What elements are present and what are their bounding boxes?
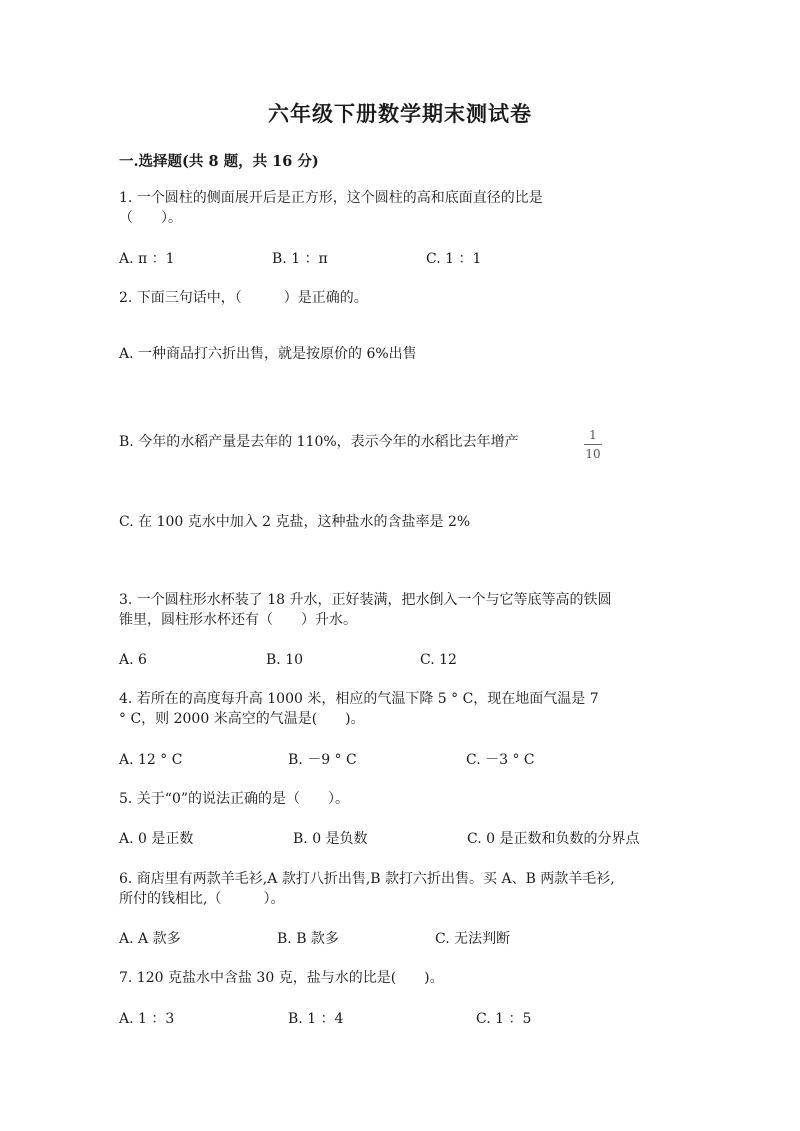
question-3-line-1: 3. 一个圆柱形水杯装了 18 升水，正好装满，把水倒入一个与它等底等高的铁圆 (119, 592, 612, 608)
question-4-option-c: C. －3 ° C (466, 752, 535, 768)
fraction-bar (584, 444, 602, 445)
question-6-line-2: 所付的钱相比,（ ）。 (119, 891, 285, 907)
question-6-option-c: C. 无法判断 (435, 931, 511, 947)
fraction-denominator: 10 (585, 447, 601, 461)
exam-title: 六年级下册数学期末测试卷 (268, 101, 532, 126)
question-7-option-b: B. 1 ：4 (288, 1011, 344, 1027)
question-6-option-a: A. A 款多 (119, 931, 181, 947)
question-1-option-a: A. π ：1 (119, 251, 175, 267)
question-5-option-a: A. 0 是正数 (119, 831, 194, 847)
question-3-option-c: C. 12 (420, 652, 457, 668)
question-3-line-2: 锥里，圆柱形水杯还有（ ）升水。 (119, 612, 357, 628)
question-4-line-1: 4. 若所在的高度每升高 1000 米，相应的气温下降 5 ° C，现在地面气温是 7 (119, 691, 599, 707)
question-5-option-b: B. 0 是负数 (293, 831, 368, 847)
question-7-line-1: 7. 120 克盐水中含盐 30 克，盐与水的比是( )。 (119, 970, 444, 986)
question-4-option-a: A. 12 ° C (119, 752, 183, 768)
question-6-line-1: 6. 商店里有两款羊毛衫,A 款打八折出售,B 款打六折出售。买 A、B 两款羊毛衫, (119, 871, 615, 887)
question-4-option-b: B. －9 ° C (288, 752, 357, 768)
question-1-option-b: B. 1 ：π (272, 251, 328, 267)
question-7-option-a: A. 1 ：3 (119, 1011, 175, 1027)
question-2-option-c: C. 在 100 克水中加入 2 克盐，这种盐水的含盐率是 2% (119, 514, 471, 530)
question-3-option-a: A. 6 (119, 652, 147, 668)
question-1-option-c: C. 1 ：1 (426, 251, 482, 267)
question-5-line-1: 5. 关于“0”的说法正确的是（ ）。 (119, 791, 350, 807)
question-2-option-a: A. 一种商品打六折出售，就是按原价的 6%出售 (119, 346, 417, 362)
question-2-line-1: 2. 下面三句话中，（ ）是正确的。 (119, 290, 368, 306)
question-1-line-2: （ ）。 (119, 210, 182, 226)
fraction-numerator: 1 (589, 428, 597, 442)
question-6-option-b: B. B 款多 (277, 931, 339, 947)
section-heading: 一.选择题(共 8 题，共 16 分) (119, 153, 319, 170)
question-7-option-c: C. 1 ：5 (476, 1011, 532, 1027)
question-1-line-1: 1. 一个圆柱的侧面展开后是正方形，这个圆柱的高和底面直径的比是 (119, 190, 543, 206)
question-5-option-c: C. 0 是正数和负数的分界点 (467, 831, 640, 847)
question-2-option-b: B. 今年的水稻产量是去年的 110%，表示今年的水稻比去年增产 (119, 434, 519, 450)
question-3-option-b: B. 10 (266, 652, 304, 668)
fraction-one-tenth (581, 428, 605, 461)
question-4-line-2: ° C，则 2000 米高空的气温是( )。 (119, 711, 365, 727)
